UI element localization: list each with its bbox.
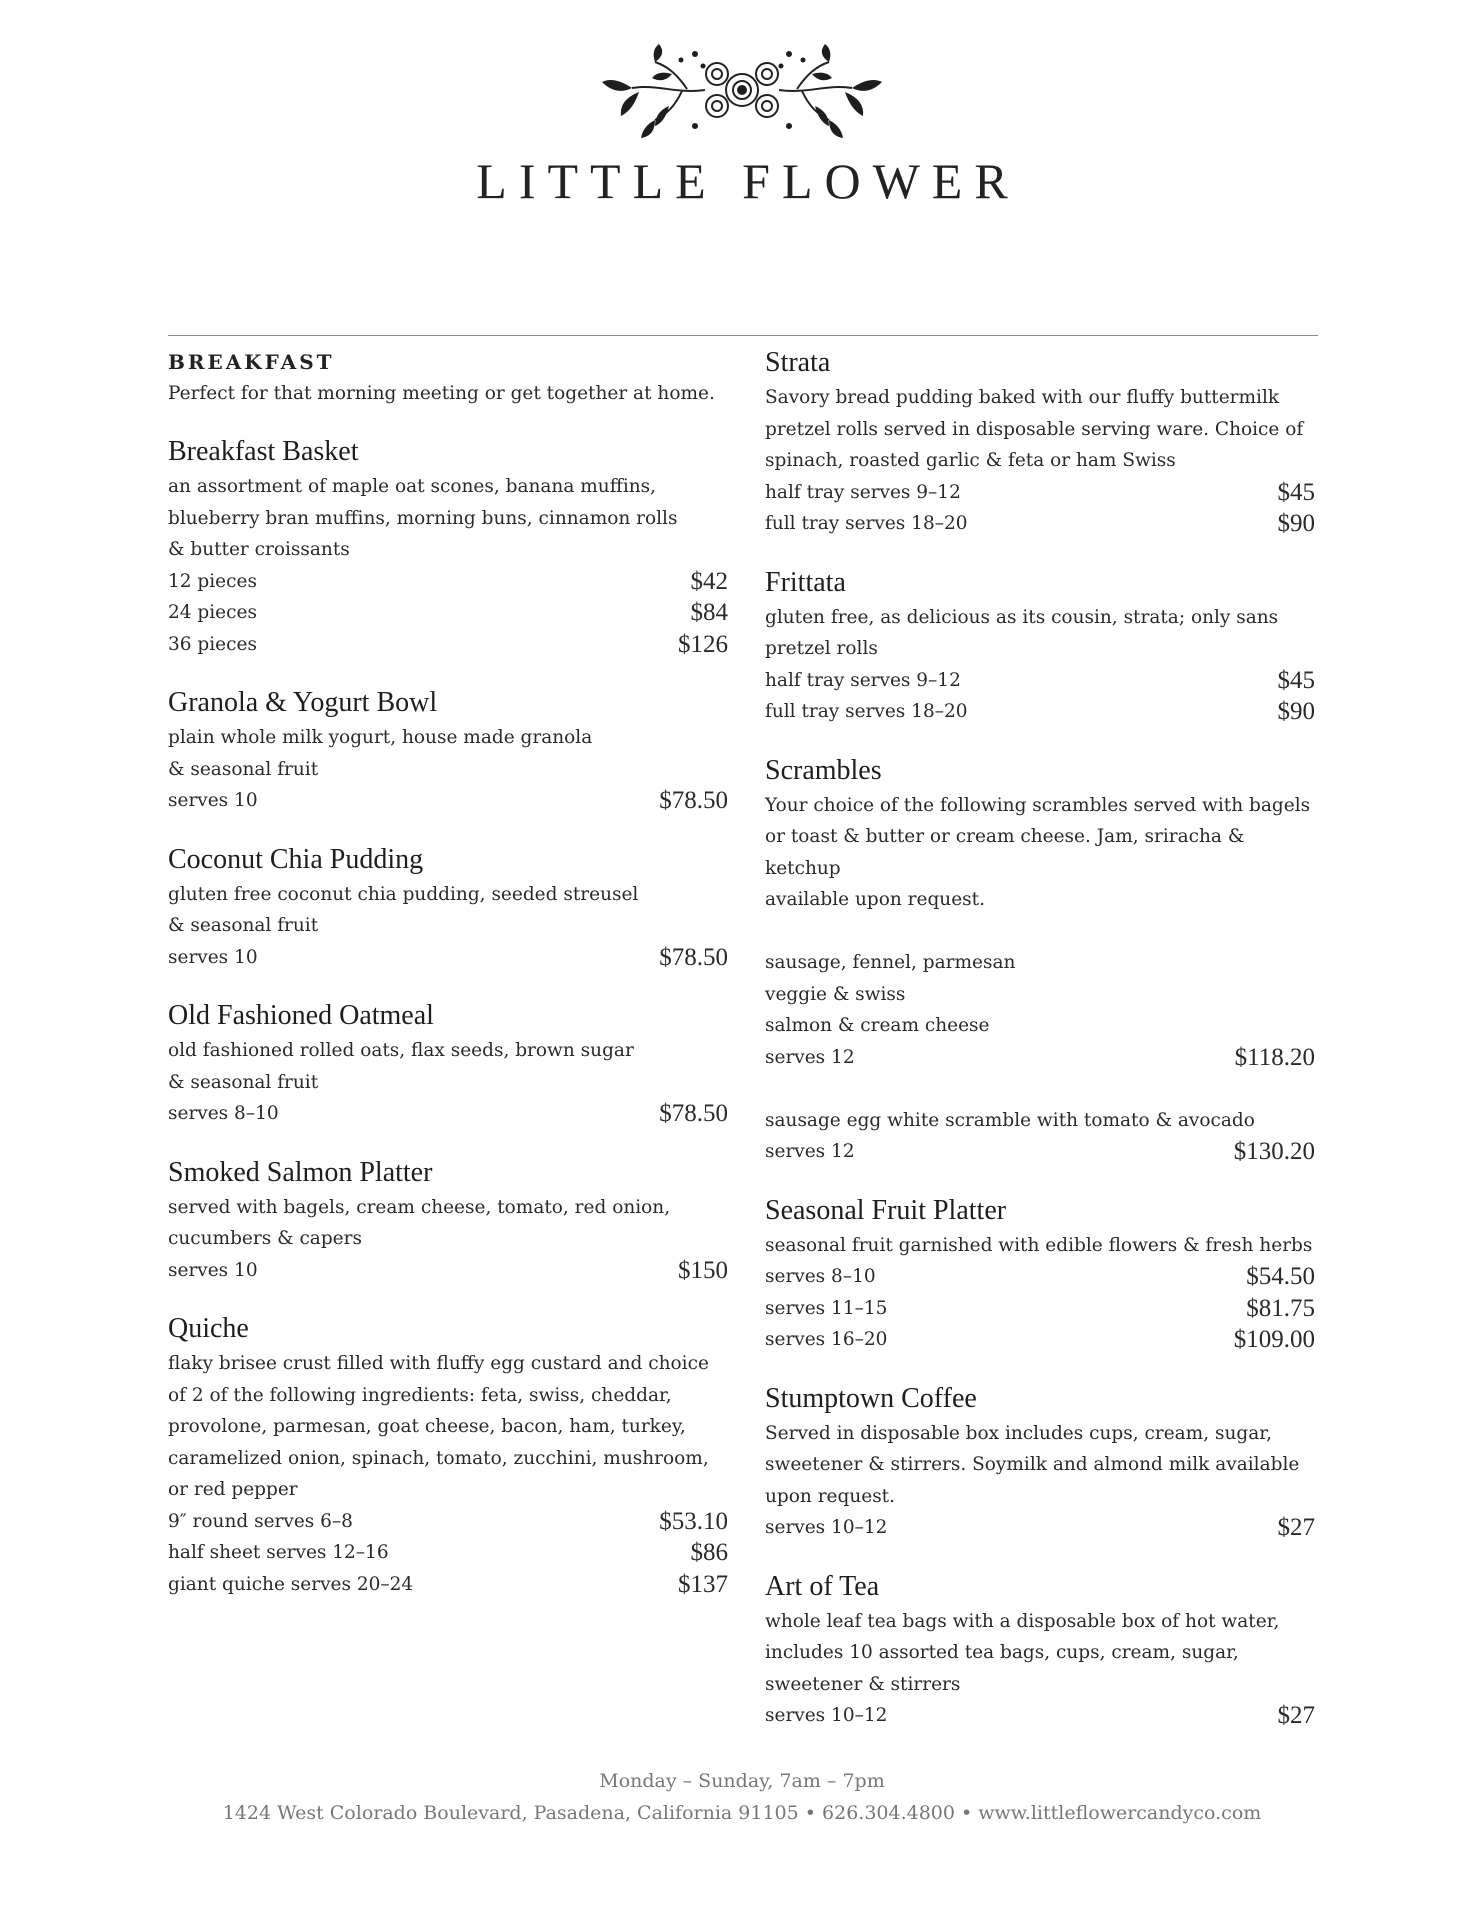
price-value: $90 [1277,698,1315,725]
menu-item [765,566,1315,728]
right-item-list [765,346,1315,1732]
price-row [765,477,1315,509]
price-row [168,1569,728,1601]
price-row [765,1512,1315,1544]
price-row [168,1537,728,1569]
price-value: $84 [690,599,728,626]
brand-name: LITTLE FLOWER [476,153,1020,209]
price-label: serves 11–15 [765,1297,888,1319]
price-row [168,1255,728,1287]
price-label: serves 12 [765,1141,855,1162]
menu-item [168,435,728,660]
price-row [765,696,1315,728]
menu-item-description: plain whole milk yogurt, house made granola [168,727,593,748]
menu-item-name: Coconut Chia Pudding [168,843,424,875]
price-value: $118.20 [1234,1043,1315,1071]
price-label: 24 pieces [168,602,257,623]
menu-item-description: Your choice of the following scrambles served with bagels [765,794,1311,816]
menu-item-description: & seasonal fruit [168,915,319,936]
price-row [168,597,728,629]
price-label: 9″ round serves 6–8 [168,1510,353,1532]
menu-item-description: or red pepper [168,1479,298,1500]
menu-item-option: sausage, fennel, parmesan [765,952,1016,973]
menu-item [765,1194,1315,1356]
price-value: $137 [678,1570,728,1598]
price-value: $130.20 [1233,1138,1315,1165]
menu-item-description: pretzel rolls [765,638,878,659]
price-value: $126 [678,630,728,658]
price-label: serves 12 [765,1046,855,1068]
spacer [765,916,1315,948]
price-label: serves 10 [168,1259,258,1281]
menu-item-description: whole leaf tea bags with a disposable box of hot water, [765,1610,1280,1632]
menu-item-name: Smoked Salmon Platter [168,1156,433,1188]
price-label: serves 16–20 [765,1329,888,1350]
menu-item-description: sweetener & stirrers. Soymilk and almond milk available [765,1454,1300,1475]
price-label: serves 10 [168,790,258,811]
price-row [765,508,1315,540]
menu-item-description: includes 10 assorted tea bags, cups, cream, sugar, [765,1642,1239,1663]
price-value: $90 [1277,510,1315,537]
price-label: full tray serves 18–20 [765,701,968,722]
price-label: serves 10–12 [765,1517,888,1538]
menu-item-description: gluten free, as delicious as its cousin, strata; only sans [765,606,1279,628]
price-row [168,1506,728,1538]
price-label: full tray serves 18–20 [765,513,968,534]
price-value: $86 [690,1539,728,1566]
menu-item [765,1382,1315,1544]
menu-item-description: upon request. [765,1485,895,1507]
menu-item-name: Breakfast Basket [168,436,359,467]
price-value: $53.10 [659,1507,728,1535]
menu-item-description: & butter croissants [168,539,350,560]
menu-item-description: Served in disposable box includes cups, cream, sugar, [765,1422,1272,1444]
menu-item-description: & seasonal fruit [168,1071,319,1093]
price-value: $45 [1277,478,1315,506]
menu-item-description: served with bagels, cream cheese, tomato, red onion, [168,1196,671,1218]
price-row [168,566,728,598]
price-label: giant quiche serves 20–24 [168,1573,414,1595]
section-title: BREAKFAST [168,350,335,374]
spacer [765,1073,1315,1105]
price-value: $27 [1277,1514,1315,1541]
menu-item-name: Frittata [765,566,846,598]
menu-item-description: an assortment of maple oat scones, banana muffins, [168,476,657,497]
price-label: 12 pieces [168,570,257,592]
price-row [765,1324,1315,1356]
price-value: $81.75 [1246,1294,1315,1322]
price-value: $78.50 [659,1100,728,1127]
price-label: half tray serves 9–12 [765,481,961,503]
price-value: $27 [1277,1702,1315,1729]
price-value: $78.50 [659,943,728,971]
menu-item-name: Granola & Yogurt Bowl [168,687,438,718]
menu-item-name: Stumptown Coffee [765,1382,977,1414]
price-label: serves 10–12 [765,1705,888,1726]
menu-item-name: Strata [765,347,831,378]
menu-item-option: salmon & cream cheese [765,1015,990,1036]
menu-item-description: Savory bread pudding baked with our fluffy buttermilk [765,387,1280,408]
left-column [168,346,728,1600]
price-label: serves 8–10 [168,1103,279,1124]
menu-item-option: sausage egg white scramble with tomato & avocado [765,1109,1255,1131]
price-row [765,1293,1315,1325]
menu-item-description: sweetener & stirrers [765,1673,961,1695]
price-label: half tray serves 9–12 [765,669,961,691]
price-row [765,1261,1315,1293]
price-label: 36 pieces [168,633,257,655]
price-row [168,1098,728,1130]
menu-item-description: pretzel rolls served in disposable serving ware. Choice of [765,418,1304,440]
menu-item-description: provolone, parmesan, goat cheese, bacon, ham, turkey, [168,1416,686,1437]
menu-item-name: Old Fashioned Oatmeal [168,1000,434,1031]
header [0,44,1484,210]
menu-item [168,1312,728,1600]
menu-item-name: Art of Tea [765,1570,880,1602]
price-value: $42 [690,567,728,595]
menu-item-description: cucumbers & capers [168,1228,362,1249]
menu-item [765,346,1315,540]
flower-logo-icon [577,44,907,140]
price-value: $109.00 [1233,1326,1315,1353]
right-column [765,346,1315,1732]
price-row [765,665,1315,697]
menu-item-description: seasonal fruit garnished with edible flowers & fresh herbs [765,1234,1313,1256]
price-label: serves 8–10 [765,1266,876,1287]
price-label: half sheet serves 12–16 [168,1542,389,1563]
section-intro: Perfect for that morning meeting or get together at home. [168,383,715,404]
menu-item-description: or toast & butter or cream cheese. Jam, sriracha & ketchup [765,826,1245,879]
footer-hours: Monday – Sunday, 7am – 7pm [599,1770,885,1792]
price-row [168,942,728,974]
menu-item-name: Quiche [168,1313,249,1344]
price-row [168,785,728,817]
menu-item-description: flaky brisee crust filled with fluffy egg custard and choice [168,1353,709,1374]
footer-address: 1424 West Colorado Boulevard, Pasadena, California 91105 • 626.304.4800 • www.littleflowercandyco.com [222,1802,1262,1824]
menu-item-description: blueberry bran muffins, morning buns, cinnamon rolls [168,507,678,529]
menu-item [168,843,728,974]
menu-item [168,686,728,817]
price-value: $78.50 [659,787,728,814]
menu-item [168,999,728,1130]
left-item-list [168,435,728,1600]
menu-item-description: & seasonal fruit [168,758,319,780]
price-value: $54.50 [1246,1263,1315,1290]
price-row [765,1042,1315,1074]
menu-item [765,1570,1315,1732]
menu-item [765,754,1315,1168]
menu-item-description: caramelized onion, spinach, tomato, zucchini, mushroom, [168,1447,709,1469]
menu-item-name: Seasonal Fruit Platter [765,1194,1007,1226]
price-row [765,1136,1315,1168]
menu-item-description: gluten free coconut chia pudding, seeded streusel [168,883,639,905]
price-row [765,1700,1315,1732]
divider [168,335,1318,336]
price-value: $150 [678,1256,728,1284]
price-row [168,629,728,661]
menu-item [168,1156,728,1287]
menu-item-option: veggie & swiss [765,983,906,1005]
menu-item-description: of 2 of the following ingredients: feta, swiss, cheddar, [168,1384,672,1406]
price-value: $45 [1277,666,1315,694]
menu-item-name: Scrambles [765,754,882,786]
menu-item-description: old fashioned rolled oats, flax seeds, brown sugar [168,1040,634,1061]
menu-item-description: spinach, roasted garlic & feta or ham Swiss [765,450,1176,471]
price-label: serves 10 [168,946,258,968]
menu-item-description: available upon request. [765,889,985,910]
